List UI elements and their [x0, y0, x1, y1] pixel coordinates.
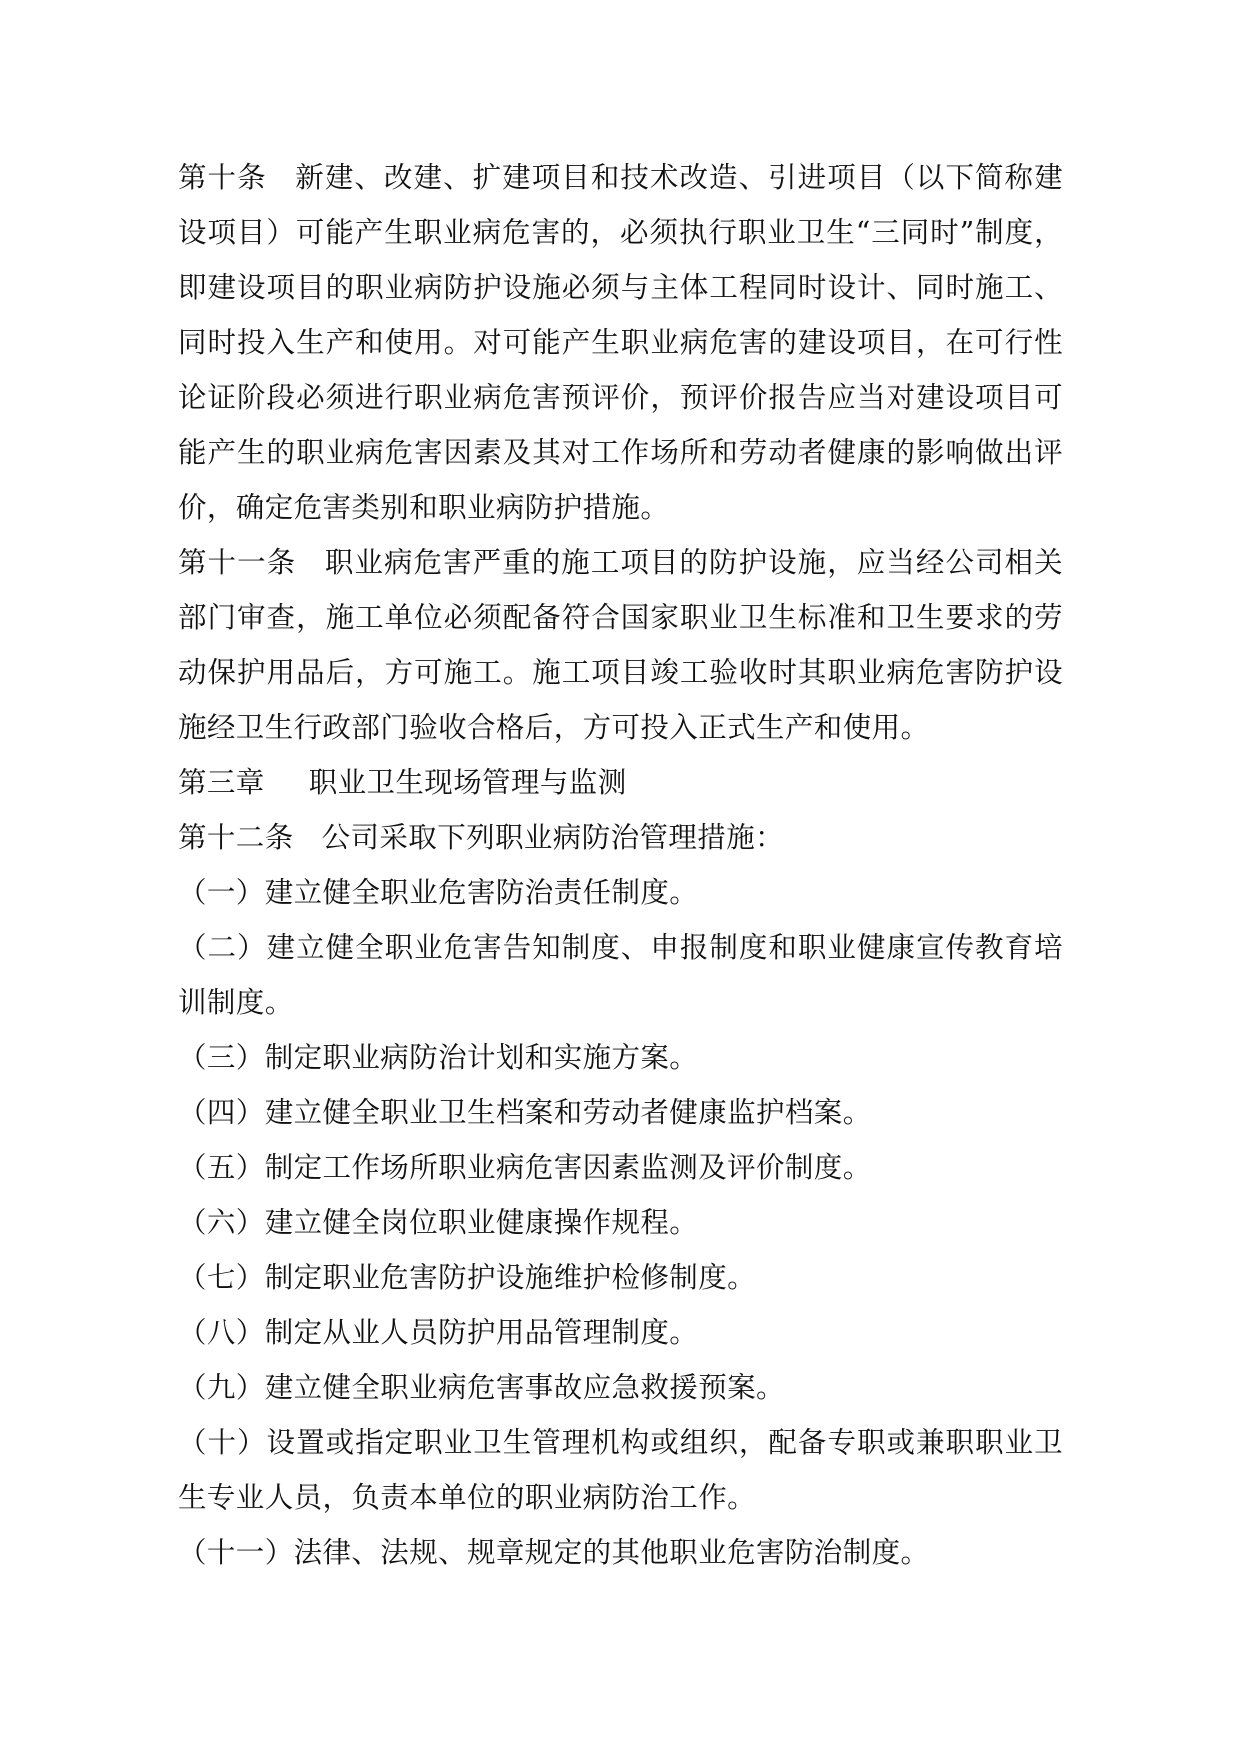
list-item: （十）设置或指定职业卫生管理机构或组织，配备专职或兼职职业卫生专业人员，负责本单位的职业病防治工作。: [178, 1426, 1063, 1514]
article-11-heading: 第十一条: [178, 546, 297, 579]
list-item: （九）建立健全职业病危害事故应急救援预案。: [178, 1371, 785, 1404]
list-item: （五）制定工作场所职业病危害因素监测及评价制度。: [178, 1151, 872, 1184]
article-12: [178, 810, 1063, 865]
chapter-3-title: 职业卫生现场管理与监测: [308, 766, 627, 799]
document-body: [178, 150, 1063, 1580]
list-item: （七）制定职业危害防护设施维护检修制度。: [178, 1261, 757, 1294]
chapter-3-heading: 第三章: [178, 766, 265, 799]
list-item: （十一）法律、法规、规章规定的其他职业危害防治制度。: [178, 1536, 930, 1569]
list-item: （六）建立健全岗位职业健康操作规程。: [178, 1206, 699, 1239]
chapter-3: [178, 755, 1063, 810]
article-11-text: 职业病危害严重的施工项目的防护设施，应当经公司相关部门审查，施工单位必须配备符合国家职业卫生标准和卫生要求的劳动保护用品后，方可施工。施工项目竣工验收时其职业病危害防护设施经卫生行政部门验收合格后，方可投入正式生产和使用。: [178, 546, 1063, 744]
article-11: [178, 535, 1063, 755]
list-item: （一）建立健全职业危害防治责任制度。: [178, 876, 699, 909]
article-10-text: 新建、改建、扩建项目和技术改造、引进项目（以下简称建设项目）可能产生职业病危害的，必须执行职业卫生“三同时”制度，即建设项目的职业病防护设施必须与主体工程同时设计、同时施工、同时投入生产和使用。对可能产生职业病危害的建设项目，在可行性论证阶段必须进行职业病危害预评价，预评价报告应当对建设项目可能产生的职业病危害因素及其对工作场所和劳动者健康的影响做出评价，确定危害类别和职业病防护措施。: [178, 161, 1063, 524]
list-item: （三）制定职业病防治计划和实施方案。: [178, 1041, 699, 1074]
article-10-heading: 第十条: [178, 161, 267, 194]
article-12-text: 公司采取下列职业病防治管理措施：: [321, 821, 785, 854]
list-item: （八）制定从业人员防护用品管理制度。: [178, 1316, 699, 1349]
list-item: （二）建立健全职业危害告知制度、申报制度和职业健康宣传教育培训制度。: [178, 931, 1063, 1019]
article-12-heading: 第十二条: [178, 821, 294, 854]
list-item: （四）建立健全职业卫生档案和劳动者健康监护档案。: [178, 1096, 872, 1129]
article-10: [178, 150, 1063, 535]
